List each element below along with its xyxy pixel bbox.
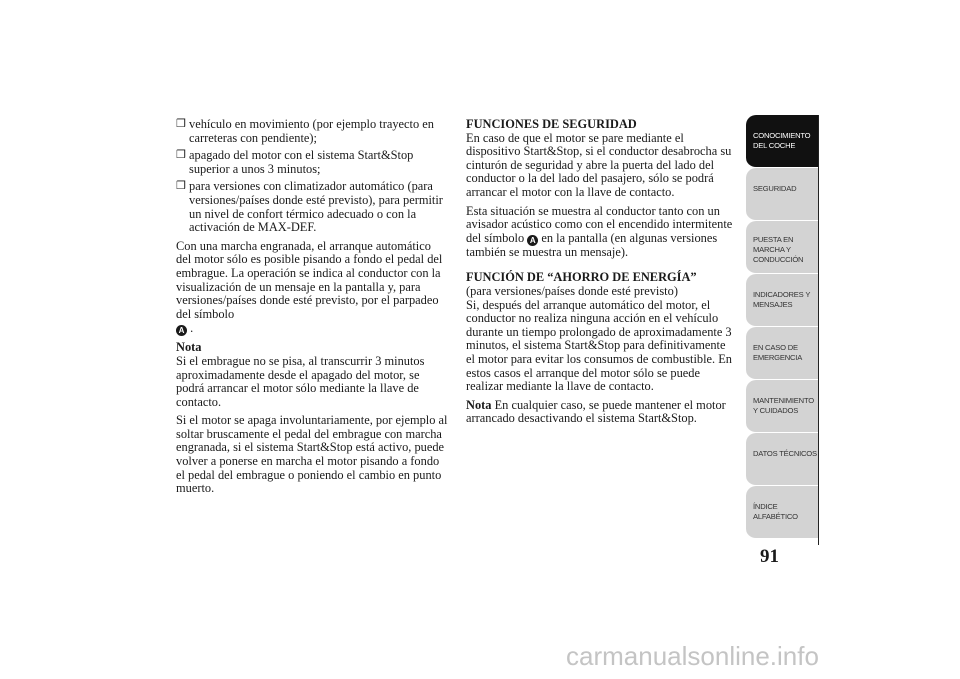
checkbox-bullet-icon: ❒ [176,118,186,130]
conditions-list [176,118,448,235]
section-subheading-energy: (para versiones/países donde esté previsto) [466,283,678,298]
right-column [466,118,734,431]
nota-label: Nota [466,397,492,412]
sidebar-divider [818,115,819,545]
nota-paragraph: Si el embrague no se pisa, al transcurrir 3 minutos aproximadamente desde el apagado del motor, se podrá arrancar el motor sólo mediante la llave de contacto. [176,353,425,409]
tab-conocimiento-del-coche[interactable]: CONOCIMIENTO DEL COCHE [746,115,818,168]
tab-puesta-en-marcha[interactable]: PUESTA EN MARCHA Y CONDUCCIÓN [746,221,818,274]
paragraph-gear-engaged: Con una marcha engranada, el arranque automático del motor sólo es posible pisando a fondo el pedal del embrague. La operación se indica al conductor con la visualización de un mensaje en la pantalla y, para versiones/países donde esté previsto, por el parpadeo del símbolo A . [176,238,443,336]
checkbox-bullet-icon: ❒ [176,180,186,193]
paragraph-safety: En caso de que el motor se pare mediante el dispositivo Start&Stop, si el conductor desabrocha su cinturón de seguridad y abre la puerta del lado del conductor o la del lado del pasajero, sólo se podrá arrancar el motor con la llave de contacto. [466,130,732,199]
list-item: ❒ vehículo en movimiento (por ejemplo trayecto en carreteras con pendiente); [176,117,434,145]
tab-indicadores-y-mensajes[interactable]: INDICADORES Y MENSAJES [746,274,818,327]
list-item: ❒ para versiones con climatizador automático (para versiones/países donde esté previsto), para permitir un nivel de confort térmico adecuado o con la activación de MAX-DEF. [176,179,443,235]
watermark: carmanualsonline.info [566,641,819,671]
section-heading-safety: FUNCIONES DE SEGURIDAD [466,117,637,131]
tab-mantenimiento[interactable]: MANTENIMIENTO Y CUIDADOS [746,380,818,433]
page-number: 91 [760,546,779,567]
left-column [176,118,448,501]
tab-en-caso-de-emergencia[interactable]: EN CASO DE EMERGENCIA [746,327,818,380]
tab-indice-alfabetico[interactable]: ÍNDICE ALFABÉTICO [746,486,818,539]
list-item: ❒ apagado del motor con el sistema Start&Stop superior a unos 3 minutos; [176,148,414,176]
nota-heading: Nota [176,340,202,355]
paragraph-energy: Si, después del arranque automático del motor, el conductor no realiza ninguna acción en el vehículo durante un tiempo prolongado de aproximadamente 3 minutos, el sistema Start&Stop para definitivamente el motor para evitar los consumos de combustible. En estos casos el arranque del motor sólo se puede realizar mediante la llave de contacto. [466,297,732,394]
checkbox-bullet-icon: ❒ [176,149,186,162]
paragraph-warning: Esta situación se muestra al conductor tanto con un avisador acústico como con el encendido intermitente del símbolo A en la pantalla (en algunas versiones también se muestra un mensaje). [466,203,733,259]
tab-datos-tecnicos[interactable]: DATOS TÉCNICOS [746,433,818,486]
start-stop-symbol-icon: A [527,235,538,246]
tab-seguridad[interactable]: SEGURIDAD [746,168,818,221]
chapter-sidebar [746,115,818,539]
paragraph-stall: Si el motor se apaga involuntariamente, por ejemplo al soltar bruscamente el pedal del embrague con marcha engranada, si el sistema Start&Stop está activo, puede volver a ponerse en marcha el motor pisando a fondo el pedal del embrague o poniendo el cambio en punto muerto. [176,413,448,496]
start-stop-symbol-icon: A [176,325,187,336]
nota-paragraph-right: Nota En cualquier caso, se puede mantener el motor arrancado desactivando el sistema Start&Stop. [466,397,726,426]
section-heading-energy: FUNCIÓN DE “AHORRO DE ENERGÍA” [466,270,697,285]
